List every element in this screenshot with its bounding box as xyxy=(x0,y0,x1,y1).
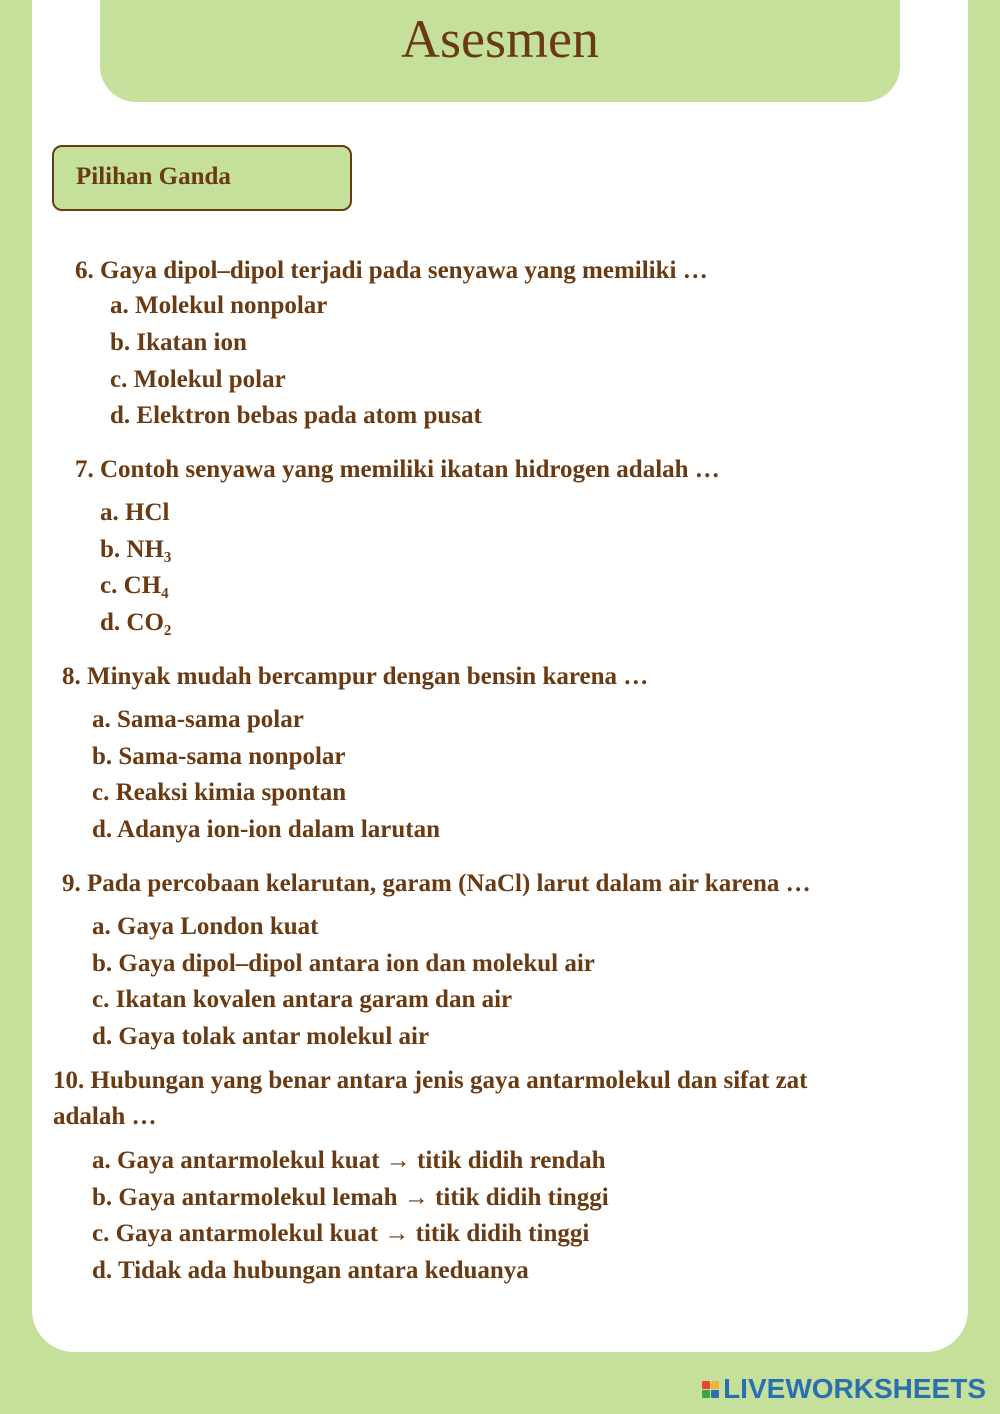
title-banner xyxy=(100,0,900,102)
question-7-option-a[interactable]: a. HCl xyxy=(100,499,170,526)
question-7-option-c[interactable]: c. CH₄ xyxy=(100,572,169,599)
question-9-text: 9. Pada percobaan kelarutan, garam (NaCl) larut dalam air karena … xyxy=(62,870,811,897)
section-label: Pilihan Ganda xyxy=(76,163,231,190)
question-9-option-a[interactable]: a. Gaya London kuat xyxy=(92,913,319,940)
question-8-option-b[interactable]: b. Sama-sama nonpolar xyxy=(92,743,346,770)
question-9-option-c[interactable]: c. Ikatan kovalen antara garam dan air xyxy=(92,986,513,1013)
footer-brand xyxy=(702,1374,986,1404)
question-6-option-a[interactable]: a. Molekul nonpolar xyxy=(110,292,328,319)
question-8-text: 8. Minyak mudah bercampur dengan bensin karena … xyxy=(62,663,649,690)
section-label-box xyxy=(52,145,352,211)
page-title: Asesmen xyxy=(401,9,599,69)
brand-name: LIVEWORKSHEETS xyxy=(723,1373,986,1404)
question-7-text: 7. Contoh senyawa yang memiliki ikatan hidrogen adalah … xyxy=(75,456,720,483)
question-6-option-d[interactable]: d. Elektron bebas pada atom pusat xyxy=(110,402,482,429)
question-8-option-c[interactable]: c. Reaksi kimia spontan xyxy=(92,779,347,806)
liveworksheets-logo-icon xyxy=(702,1381,719,1398)
question-10-text-line-2: adalah … xyxy=(53,1103,157,1130)
question-10-option-d[interactable]: d. Tidak ada hubungan antara keduanya xyxy=(92,1257,529,1284)
question-7-option-d[interactable]: d. CO₂ xyxy=(100,609,172,636)
question-6-option-c[interactable]: c. Molekul polar xyxy=(110,366,286,393)
question-9-option-b[interactable]: b. Gaya dipol–dipol antara ion dan molekul air xyxy=(92,950,595,977)
question-10-option-c[interactable]: c. Gaya antarmolekul kuat → titik didih tinggi xyxy=(92,1220,590,1247)
question-10-option-a[interactable]: a. Gaya antarmolekul kuat → titik didih rendah xyxy=(92,1147,606,1174)
question-9-option-d[interactable]: d. Gaya tolak antar molekul air xyxy=(92,1023,430,1050)
question-8-option-d[interactable]: d. Adanya ion-ion dalam larutan xyxy=(92,816,441,843)
question-10-text-line-1: 10. Hubungan yang benar antara jenis gaya antarmolekul dan sifat zat xyxy=(53,1067,808,1094)
question-8-option-a[interactable]: a. Sama-sama polar xyxy=(92,706,304,733)
question-6-option-b[interactable]: b. Ikatan ion xyxy=(110,329,247,356)
question-6-text: 6. Gaya dipol–dipol terjadi pada senyawa yang memiliki … xyxy=(75,257,708,284)
question-10-option-b[interactable]: b. Gaya antarmolekul lemah → titik didih tinggi xyxy=(92,1184,609,1211)
question-7-option-b[interactable]: b. NH₃ xyxy=(100,536,172,563)
